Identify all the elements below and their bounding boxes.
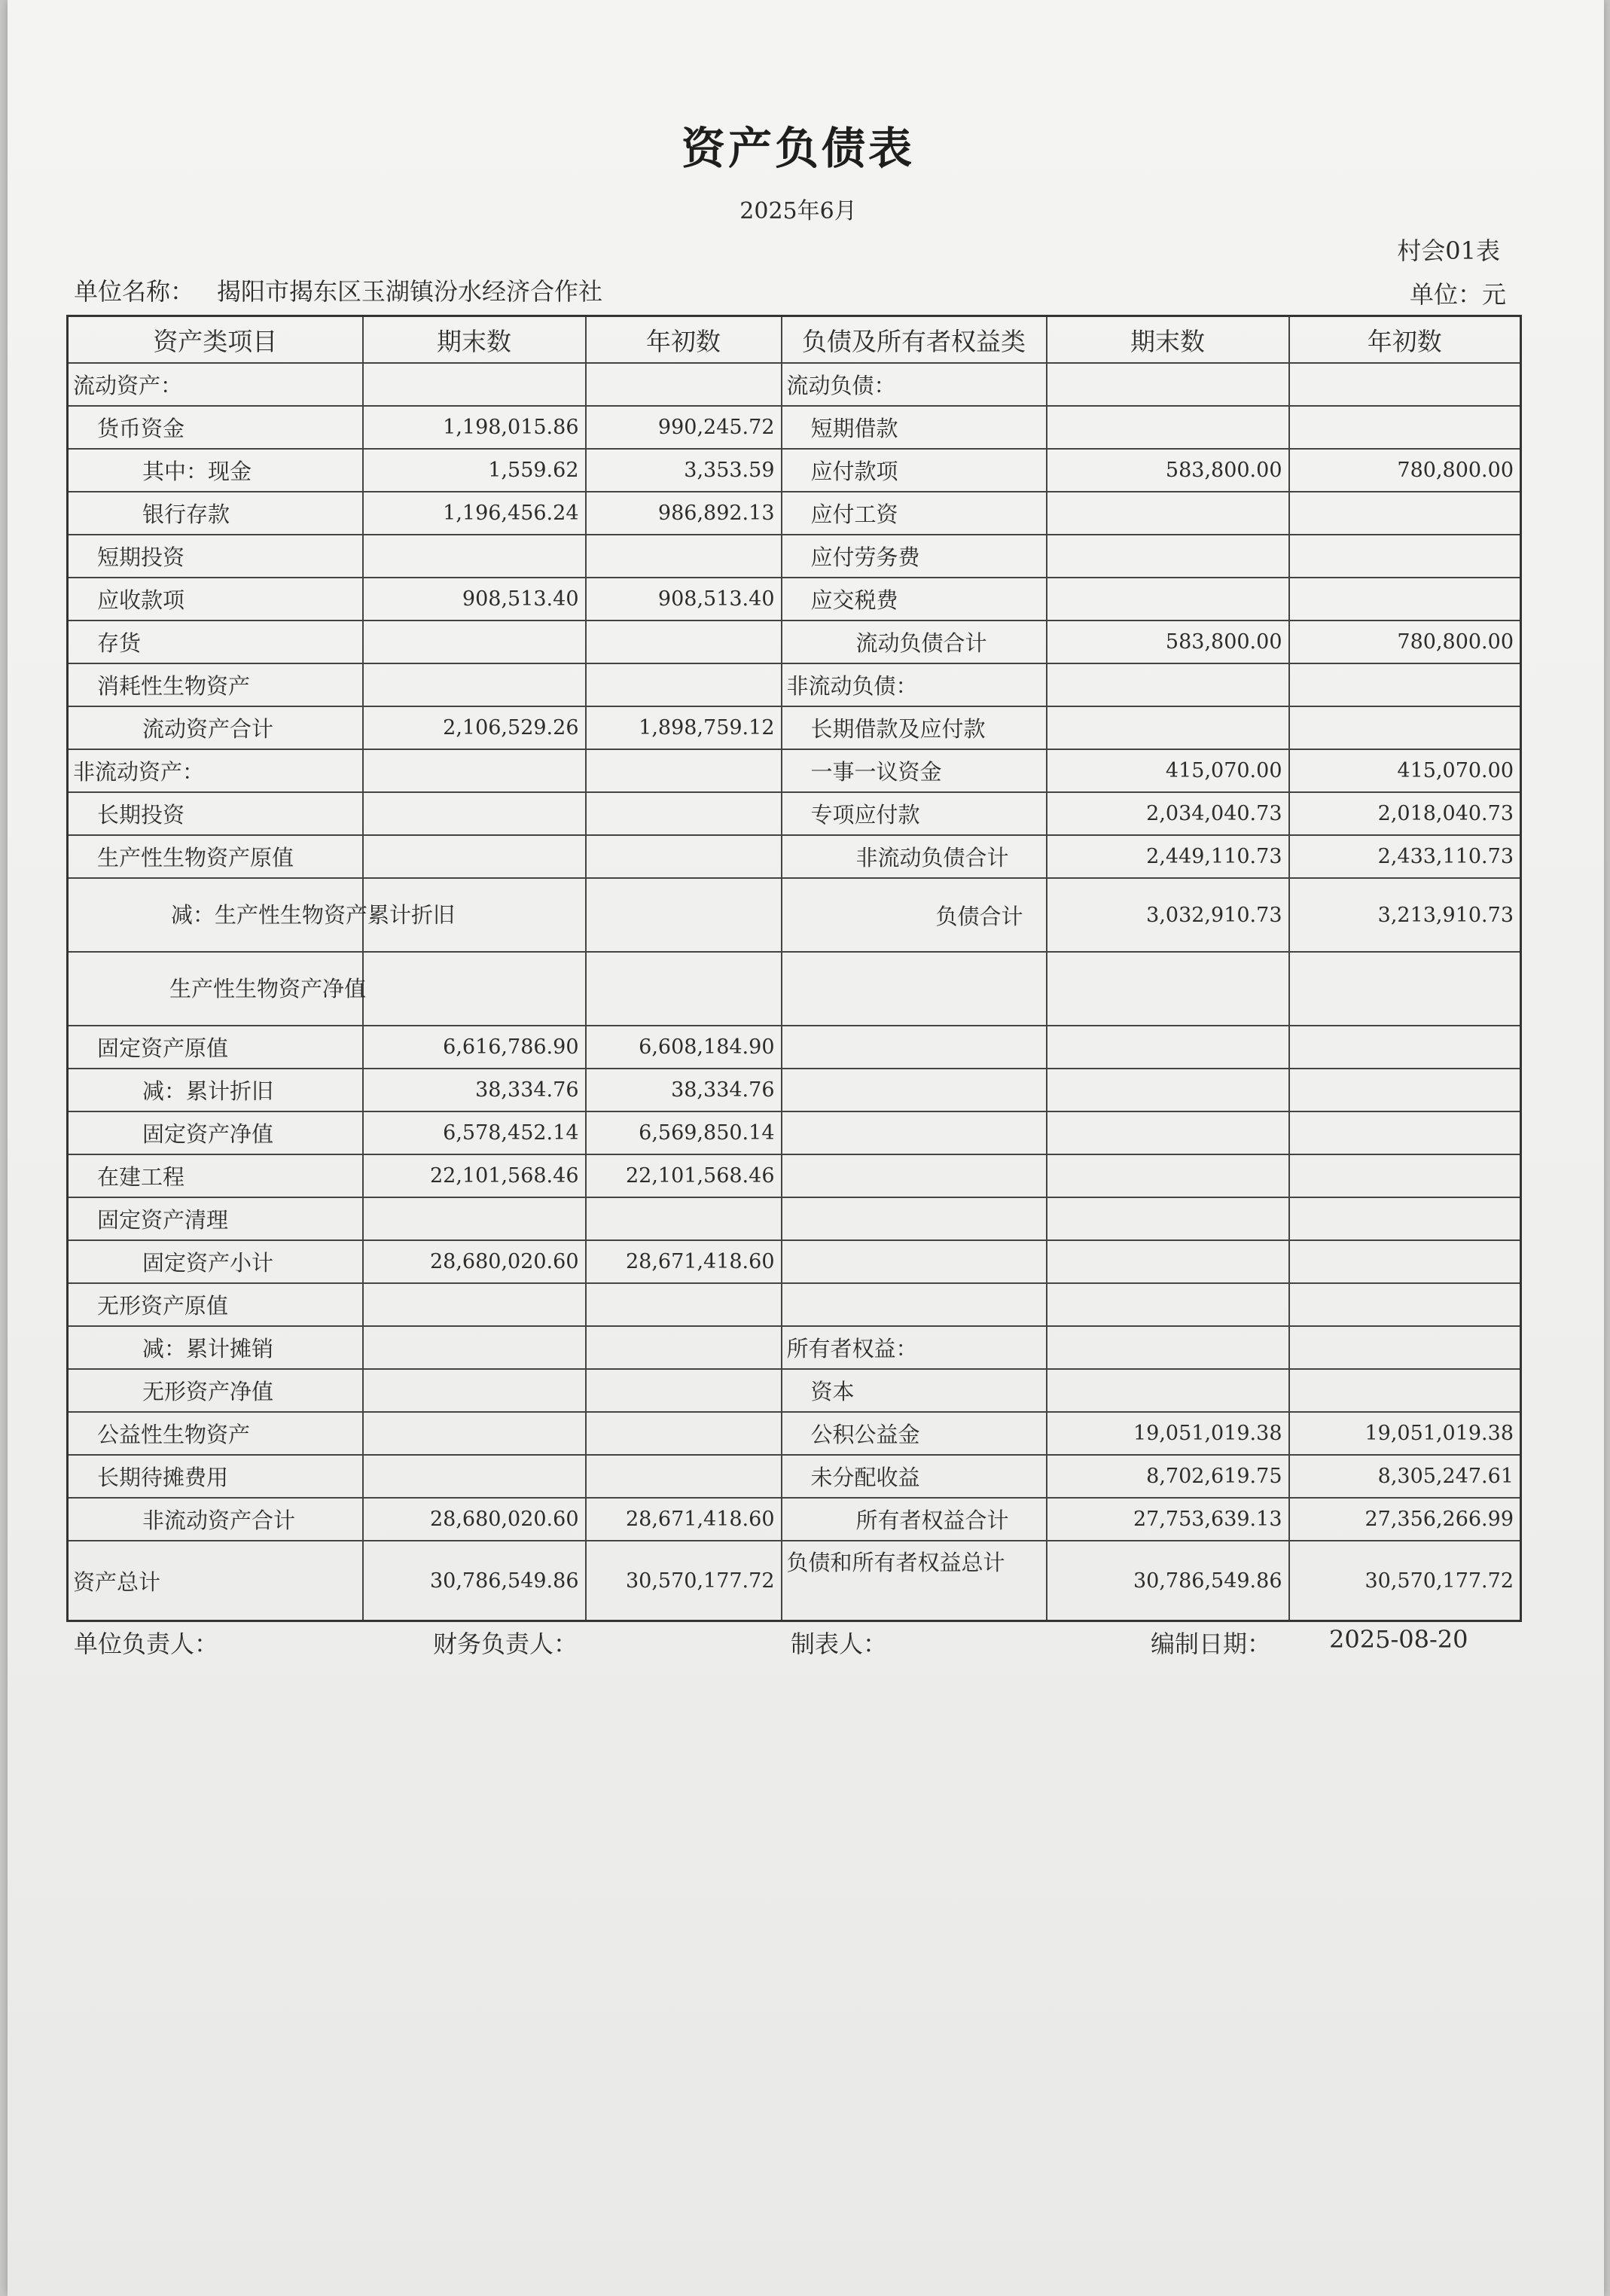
- asset-item-cell: 其中：现金: [68, 449, 363, 492]
- liability-begin-value: 3,213,910.73: [1289, 878, 1521, 952]
- asset-item-cell: 无形资产净值: [68, 1369, 363, 1412]
- asset-item-cell: 长期待摊费用: [68, 1455, 363, 1498]
- form-number: 村会01表: [1397, 236, 1500, 265]
- liability-end-value: [1047, 492, 1289, 535]
- liability-end-value: 2,034,040.73: [1047, 792, 1289, 835]
- header-asset-item: 资产类项目: [68, 316, 363, 364]
- table-row: [68, 1498, 1521, 1541]
- liability-end-value: 583,800.00: [1047, 449, 1289, 492]
- asset-item-cell: 生产性生物资产原值: [68, 835, 363, 878]
- liability-item-cell: 资本: [782, 1369, 1047, 1412]
- liability-begin-value: [1289, 663, 1521, 706]
- asset-end-value: [363, 620, 586, 663]
- asset-end-value: 2,106,529.26: [363, 706, 586, 749]
- table-row: [68, 620, 1521, 663]
- table-row: [68, 1283, 1521, 1326]
- table-row: [68, 1326, 1521, 1369]
- liability-end-value: [1047, 1026, 1289, 1069]
- asset-begin-value: 6,569,850.14: [586, 1111, 782, 1154]
- header-liability-begin: 年初数: [1289, 316, 1521, 364]
- liability-item-cell: [782, 1197, 1047, 1240]
- preparer-signature: 制表人：: [791, 1630, 888, 1658]
- asset-end-value: [363, 535, 586, 578]
- liability-item-cell: [782, 1026, 1047, 1069]
- table-row: [68, 1541, 1521, 1621]
- liability-end-value: 2,449,110.73: [1047, 835, 1289, 878]
- liability-begin-value: [1289, 952, 1521, 1026]
- asset-item-cell: 短期投资: [68, 535, 363, 578]
- liability-item-cell: 应交税费: [782, 578, 1047, 620]
- header-asset-begin: 年初数: [586, 316, 782, 364]
- asset-item-cell: 固定资产原值: [68, 1026, 363, 1069]
- liability-end-value: 30,786,549.86: [1047, 1541, 1289, 1621]
- table-row: [68, 749, 1521, 792]
- asset-begin-value: 908,513.40: [586, 578, 782, 620]
- liability-end-value: [1047, 1369, 1289, 1412]
- asset-end-value: 28,680,020.60: [363, 1498, 586, 1541]
- balance-sheet-table: [66, 315, 1522, 1622]
- document-page: [8, 0, 1604, 2296]
- liability-item-cell: 所有者权益合计: [782, 1498, 1047, 1541]
- asset-begin-value: [586, 535, 782, 578]
- liability-item-cell: [782, 1154, 1047, 1197]
- liability-item-cell: 应付款项: [782, 449, 1047, 492]
- liability-end-value: [1047, 535, 1289, 578]
- liability-item-cell: [782, 952, 1047, 1026]
- asset-begin-value: 30,570,177.72: [586, 1541, 782, 1621]
- liability-begin-value: [1289, 1111, 1521, 1154]
- liability-end-value: [1047, 578, 1289, 620]
- liability-end-value: 19,051,019.38: [1047, 1412, 1289, 1455]
- liability-begin-value: 780,800.00: [1289, 449, 1521, 492]
- liability-begin-value: [1289, 1069, 1521, 1111]
- table-row: [68, 1240, 1521, 1283]
- asset-item-cell: 无形资产原值: [68, 1283, 363, 1326]
- asset-begin-value: 28,671,418.60: [586, 1498, 782, 1541]
- finance-head-signature: 财务负责人：: [433, 1630, 578, 1658]
- table-row: [68, 1197, 1521, 1240]
- liability-begin-value: [1289, 535, 1521, 578]
- asset-begin-value: [586, 1197, 782, 1240]
- liability-end-value: [1047, 406, 1289, 449]
- table-row: [68, 535, 1521, 578]
- asset-end-value: [363, 792, 586, 835]
- liability-begin-value: [1289, 706, 1521, 749]
- liability-begin-value: [1289, 1197, 1521, 1240]
- unit-name-label: 单位名称：: [74, 277, 195, 306]
- header-asset-end: 期末数: [363, 316, 586, 364]
- liability-item-cell: 应付劳务费: [782, 535, 1047, 578]
- liability-end-value: [1047, 1154, 1289, 1197]
- liability-begin-value: [1289, 492, 1521, 535]
- liability-end-value: [1047, 663, 1289, 706]
- document-title: 资产负债表: [681, 123, 915, 174]
- asset-item-cell: 流动资产合计: [68, 706, 363, 749]
- liability-item-cell: 非流动负债合计: [782, 835, 1047, 878]
- asset-begin-value: [586, 792, 782, 835]
- liability-begin-value: [1289, 1283, 1521, 1326]
- liability-begin-value: 2,018,040.73: [1289, 792, 1521, 835]
- asset-item-cell: 公益性生物资产: [68, 1412, 363, 1455]
- asset-begin-value: 28,671,418.60: [586, 1240, 782, 1283]
- asset-end-value: 1,198,015.86: [363, 406, 586, 449]
- asset-end-value: 30,786,549.86: [363, 1541, 586, 1621]
- liability-end-value: [1047, 1326, 1289, 1369]
- liability-begin-value: [1289, 578, 1521, 620]
- asset-item-cell: 长期投资: [68, 792, 363, 835]
- asset-end-value: [363, 1455, 586, 1498]
- asset-begin-value: [586, 1412, 782, 1455]
- liability-end-value: [1047, 952, 1289, 1026]
- unit-head-signature: 单位负责人：: [74, 1630, 219, 1658]
- liability-begin-value: [1289, 1369, 1521, 1412]
- asset-begin-value: [586, 952, 782, 1026]
- asset-end-value: [363, 1326, 586, 1369]
- table-row: [68, 578, 1521, 620]
- liability-item-cell: [782, 1069, 1047, 1111]
- asset-end-value: 908,513.40: [363, 578, 586, 620]
- table-row: [68, 706, 1521, 749]
- table-row: [68, 1412, 1521, 1455]
- header-liability-item: 负债及所有者权益类: [782, 316, 1047, 364]
- asset-item-cell: 非流动资产合计: [68, 1498, 363, 1541]
- table-row: [68, 1069, 1521, 1111]
- liability-end-value: 8,702,619.75: [1047, 1455, 1289, 1498]
- liability-begin-value: [1289, 1026, 1521, 1069]
- liability-begin-value: 8,305,247.61: [1289, 1455, 1521, 1498]
- table-header-row: [68, 316, 1521, 364]
- liability-item-cell: 负债合计: [782, 878, 1047, 952]
- asset-item-cell: 银行存款: [68, 492, 363, 535]
- header-liability-end: 期末数: [1047, 316, 1289, 364]
- liability-item-cell: 长期借款及应付款: [782, 706, 1047, 749]
- prepared-date-value: 2025-08-20: [1329, 1625, 1468, 1654]
- asset-item-cell: 非流动资产：: [68, 749, 363, 792]
- table-row: [68, 449, 1521, 492]
- asset-end-value: 1,196,456.24: [363, 492, 586, 535]
- liability-item-cell: 公积公益金: [782, 1412, 1047, 1455]
- liability-begin-value: 30,570,177.72: [1289, 1541, 1521, 1621]
- liability-item-cell: 专项应付款: [782, 792, 1047, 835]
- table-row: [68, 1455, 1521, 1498]
- asset-end-value: 1,559.62: [363, 449, 586, 492]
- asset-end-value: [363, 1369, 586, 1412]
- liability-item-cell: 负债和所有者权益总计: [782, 1541, 1047, 1621]
- asset-item-cell: 消耗性生物资产: [68, 663, 363, 706]
- asset-item-cell: 固定资产净值: [68, 1111, 363, 1154]
- currency-unit: 单位：元: [1409, 280, 1506, 309]
- liability-item-cell: 流动负债：: [782, 363, 1047, 406]
- liability-end-value: 27,753,639.13: [1047, 1498, 1289, 1541]
- report-period: 2025年6月: [739, 198, 857, 224]
- liability-begin-value: 27,356,266.99: [1289, 1498, 1521, 1541]
- asset-item-cell: 减：生产性生物资产累计折旧: [68, 878, 363, 952]
- liability-item-cell: 流动负债合计: [782, 620, 1047, 663]
- table-row: [68, 1369, 1521, 1412]
- asset-begin-value: 986,892.13: [586, 492, 782, 535]
- asset-end-value: [363, 663, 586, 706]
- liability-end-value: [1047, 706, 1289, 749]
- liability-end-value: [1047, 1240, 1289, 1283]
- table-row: [68, 878, 1521, 952]
- asset-item-cell: 生产性生物资产净值: [68, 952, 363, 1026]
- liability-begin-value: [1289, 1240, 1521, 1283]
- asset-end-value: [363, 1283, 586, 1326]
- asset-end-value: [363, 1412, 586, 1455]
- liability-end-value: [1047, 1283, 1289, 1326]
- unit-name-line: [74, 273, 602, 307]
- asset-item-cell: 固定资产小计: [68, 1240, 363, 1283]
- liability-end-value: [1047, 1069, 1289, 1111]
- liability-end-value: 583,800.00: [1047, 620, 1289, 663]
- asset-begin-value: [586, 663, 782, 706]
- asset-end-value: 6,616,786.90: [363, 1026, 586, 1069]
- asset-begin-value: [586, 1326, 782, 1369]
- asset-end-value: 22,101,568.46: [363, 1154, 586, 1197]
- table-row: [68, 363, 1521, 406]
- liability-end-value: 415,070.00: [1047, 749, 1289, 792]
- table-row: [68, 1026, 1521, 1069]
- table-row: [68, 1154, 1521, 1197]
- liability-begin-value: 19,051,019.38: [1289, 1412, 1521, 1455]
- table-row: [68, 952, 1521, 1026]
- asset-end-value: 28,680,020.60: [363, 1240, 586, 1283]
- liability-item-cell: 一事一议资金: [782, 749, 1047, 792]
- liability-begin-value: [1289, 363, 1521, 406]
- asset-begin-value: [586, 363, 782, 406]
- asset-begin-value: 22,101,568.46: [586, 1154, 782, 1197]
- asset-begin-value: 6,608,184.90: [586, 1026, 782, 1069]
- liability-item-cell: 所有者权益：: [782, 1326, 1047, 1369]
- liability-item-cell: [782, 1240, 1047, 1283]
- liability-item-cell: [782, 1283, 1047, 1326]
- table-row: [68, 792, 1521, 835]
- asset-item-cell: 减：累计摊销: [68, 1326, 363, 1369]
- asset-begin-value: [586, 878, 782, 952]
- asset-end-value: [363, 952, 586, 1026]
- asset-item-cell: 流动资产：: [68, 363, 363, 406]
- asset-item-cell: 资产总计: [68, 1541, 363, 1621]
- liability-item-cell: 短期借款: [782, 406, 1047, 449]
- asset-end-value: [363, 749, 586, 792]
- liability-item-cell: 未分配收益: [782, 1455, 1047, 1498]
- liability-end-value: [1047, 1111, 1289, 1154]
- unit-name-value: 揭阳市揭东区玉湖镇汾水经济合作社: [217, 277, 603, 306]
- prepared-date-label: 编制日期：: [1151, 1630, 1272, 1658]
- liability-begin-value: 415,070.00: [1289, 749, 1521, 792]
- asset-end-value: 38,334.76: [363, 1069, 586, 1111]
- liability-begin-value: 2,433,110.73: [1289, 835, 1521, 878]
- asset-end-value: [363, 363, 586, 406]
- asset-item-cell: 存货: [68, 620, 363, 663]
- liability-item-cell: 非流动负债：: [782, 663, 1047, 706]
- liability-begin-value: [1289, 406, 1521, 449]
- asset-item-cell: 固定资产清理: [68, 1197, 363, 1240]
- asset-end-value: 6,578,452.14: [363, 1111, 586, 1154]
- asset-begin-value: 1,898,759.12: [586, 706, 782, 749]
- asset-item-cell: 应收款项: [68, 578, 363, 620]
- asset-begin-value: [586, 1283, 782, 1326]
- table-row: [68, 835, 1521, 878]
- liability-end-value: [1047, 1197, 1289, 1240]
- table-row: [68, 1111, 1521, 1154]
- table-row: [68, 663, 1521, 706]
- asset-item-cell: 减：累计折旧: [68, 1069, 363, 1111]
- liability-item-cell: 应付工资: [782, 492, 1047, 535]
- liability-begin-value: [1289, 1326, 1521, 1369]
- liability-begin-value: [1289, 1154, 1521, 1197]
- asset-item-cell: 在建工程: [68, 1154, 363, 1197]
- asset-begin-value: [586, 620, 782, 663]
- liability-item-cell: [782, 1111, 1047, 1154]
- asset-begin-value: [586, 1369, 782, 1412]
- table-row: [68, 406, 1521, 449]
- asset-begin-value: 38,334.76: [586, 1069, 782, 1111]
- asset-begin-value: [586, 835, 782, 878]
- liability-end-value: [1047, 363, 1289, 406]
- asset-end-value: [363, 835, 586, 878]
- asset-item-cell: 货币资金: [68, 406, 363, 449]
- asset-begin-value: [586, 1455, 782, 1498]
- asset-begin-value: [586, 749, 782, 792]
- liability-end-value: 3,032,910.73: [1047, 878, 1289, 952]
- asset-begin-value: 3,353.59: [586, 449, 782, 492]
- asset-begin-value: 990,245.72: [586, 406, 782, 449]
- table-row: [68, 492, 1521, 535]
- liability-begin-value: 780,800.00: [1289, 620, 1521, 663]
- asset-end-value: [363, 1197, 586, 1240]
